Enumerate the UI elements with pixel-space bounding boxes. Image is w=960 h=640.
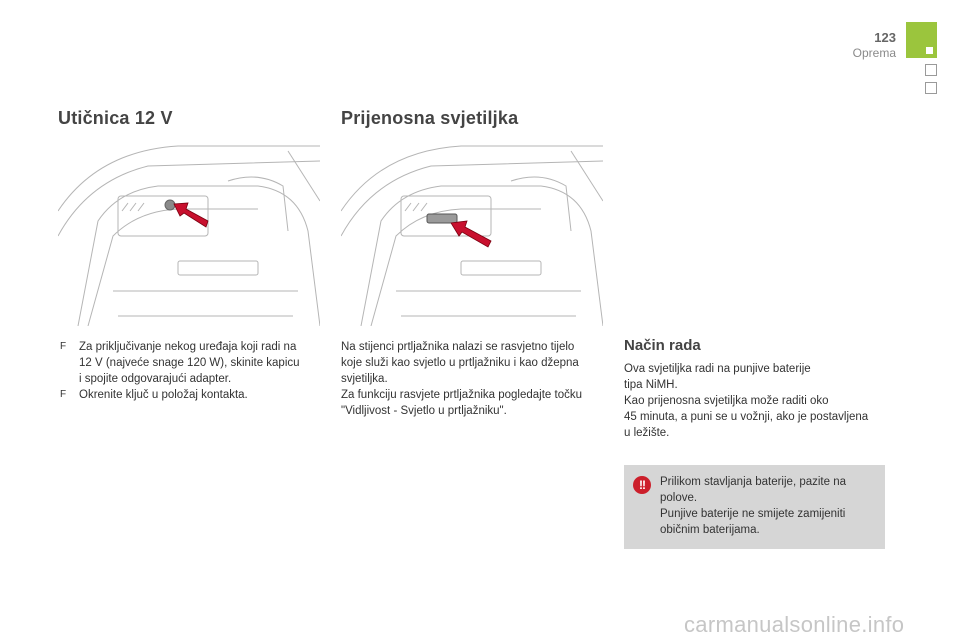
socket-instructions [58,339,320,403]
operation-text-line-1: Ova svjetiljka radi na punjive baterije [624,363,811,375]
lamp-text-line-3: svjetiljka. [341,373,388,385]
page-number: 123 [874,30,896,45]
lamp-illustration [341,141,603,326]
lamp-description [341,339,611,419]
chapter-tab-marker [926,47,933,54]
socket-bullet-1-line-2: 12 V (najveće snage 120 W), skinite kapicu [79,357,300,369]
socket-illustration [58,141,320,326]
operation-text-line-5: u ležište. [624,427,670,439]
socket-bullet-2-line-1: Okrenite ključ u položaj kontakta. [79,389,248,401]
chapter-nav-box-1[interactable] [925,64,937,76]
socket-bullet-1 [58,339,320,387]
chapter-nav-box-2[interactable] [925,82,937,94]
notice-text [660,474,874,538]
operation-section-title: Način rada [624,337,701,354]
chapter-label: Oprema [852,46,896,60]
lamp-text-line-4: Za funkciju rasvjete prtljažnika pogledajte točku [341,389,582,401]
socket-bullet-2 [58,387,320,403]
operation-text-line-4: 45 minuta, a puni se u vožnji, ako je postavljena [624,411,869,423]
socket-section-title: Utičnica 12 V [58,108,173,128]
notice-line-1: Prilikom stavljanja baterije, pazite na [660,476,847,488]
socket-bullet-1-line-1: Za priključivanje nekog uređaja koji radi na [79,341,297,353]
operation-text-line-3: Kao prijenosna svjetiljka može raditi oko [624,395,829,407]
lamp-text-line-1: Na stijenci prtljažnika nalazi se rasvjetno tijelo [341,341,575,353]
notice-line-4: običnim baterijama. [660,524,760,536]
warning-exclamation-icon: !! [633,476,651,494]
notice-line-3: Punjive baterije ne smijete zamijeniti [660,508,846,520]
lamp-text-line-2: koje služi kao svjetlo u prtljažniku i kao džepna [341,357,579,369]
notice-line-2: polove. [660,492,698,504]
lamp-text-line-5: "Vidljivost - Svjetlo u prtljažniku". [341,405,507,417]
watermark: carmanualsonline.info [684,612,905,637]
bullet-marker: F [60,341,67,352]
battery-notice [624,465,885,549]
bullet-marker: F [60,389,67,400]
lamp-section-title: Prijenosna svjetiljka [341,108,519,128]
operation-text-line-2: tipa NiMH. [624,379,678,391]
operation-description [624,361,894,441]
socket-bullet-1-line-3: i spojite odgovarajući adapter. [79,373,232,385]
